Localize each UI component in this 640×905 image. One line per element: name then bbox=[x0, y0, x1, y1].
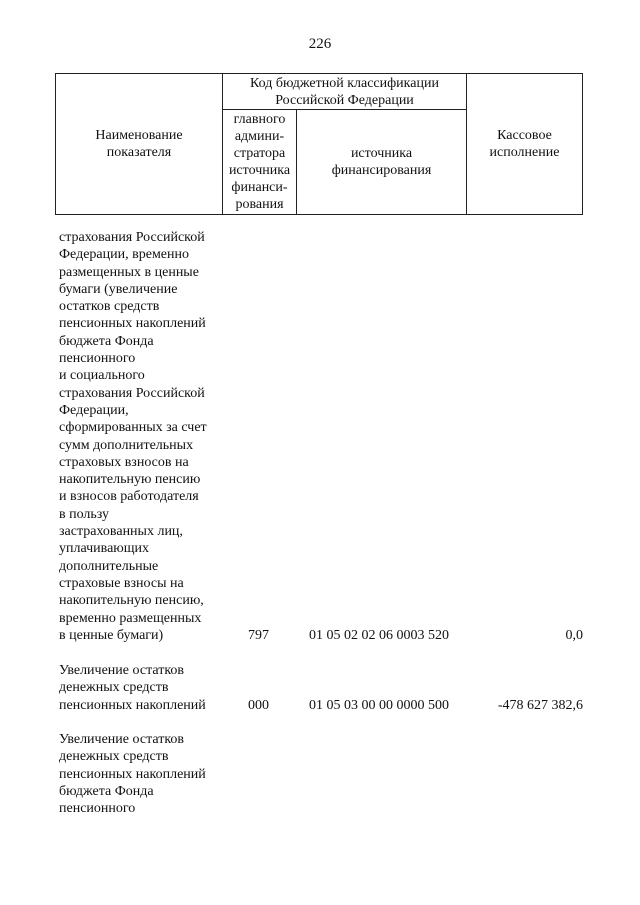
header-border-bottom bbox=[55, 214, 583, 215]
header-name-column: Наименование показателя bbox=[95, 128, 183, 160]
header-admin-column: главного админи- стратора источника финанси- рования bbox=[228, 112, 291, 212]
row-1-name: страхования Российской Федерации, временно размещенных в ценные бумаги (увеличение остатков средств пенсионных накоплений бюджета Фонда пенсионного и социального страхования Российской Федерации, сформированных за счет сумм дополнительных страховых взносов на накопительную пенсию и взносов работодателя в пользу застрахованных лиц, уплачивающих дополнительные страховые взносы на накопительную пенсию, временно размещенных в ценные бумаги) bbox=[59, 230, 207, 643]
header-source-column: источника финансирования bbox=[331, 146, 432, 178]
table-header bbox=[55, 73, 583, 215]
header-execution-column: Кассовое исполнение bbox=[489, 128, 560, 160]
header-code-group: Код бюджетной классификации Российской Федерации bbox=[250, 76, 439, 108]
row-3-name: Увеличение остатков денежных средств пенсионных накоплений бюджета Фонда пенсионного bbox=[59, 732, 206, 817]
row-1-code: 01 05 02 02 06 0003 520 bbox=[309, 628, 449, 643]
page-number: 226 bbox=[308, 36, 332, 52]
header-border-left bbox=[55, 73, 56, 215]
header-divider-h bbox=[222, 109, 467, 110]
row-2-admin: 000 bbox=[248, 698, 269, 713]
header-border-top bbox=[55, 73, 583, 74]
header-border-right bbox=[582, 73, 583, 215]
row-1-amount: 0,0 bbox=[565, 628, 583, 643]
row-2-amount: -478 627 382,6 bbox=[497, 698, 583, 713]
row-2-name: Увеличение остатков денежных средств пенсионных накоплений bbox=[59, 663, 206, 713]
row-1-admin: 797 bbox=[248, 628, 269, 643]
row-2-code: 01 05 03 00 00 0000 500 bbox=[309, 698, 449, 713]
